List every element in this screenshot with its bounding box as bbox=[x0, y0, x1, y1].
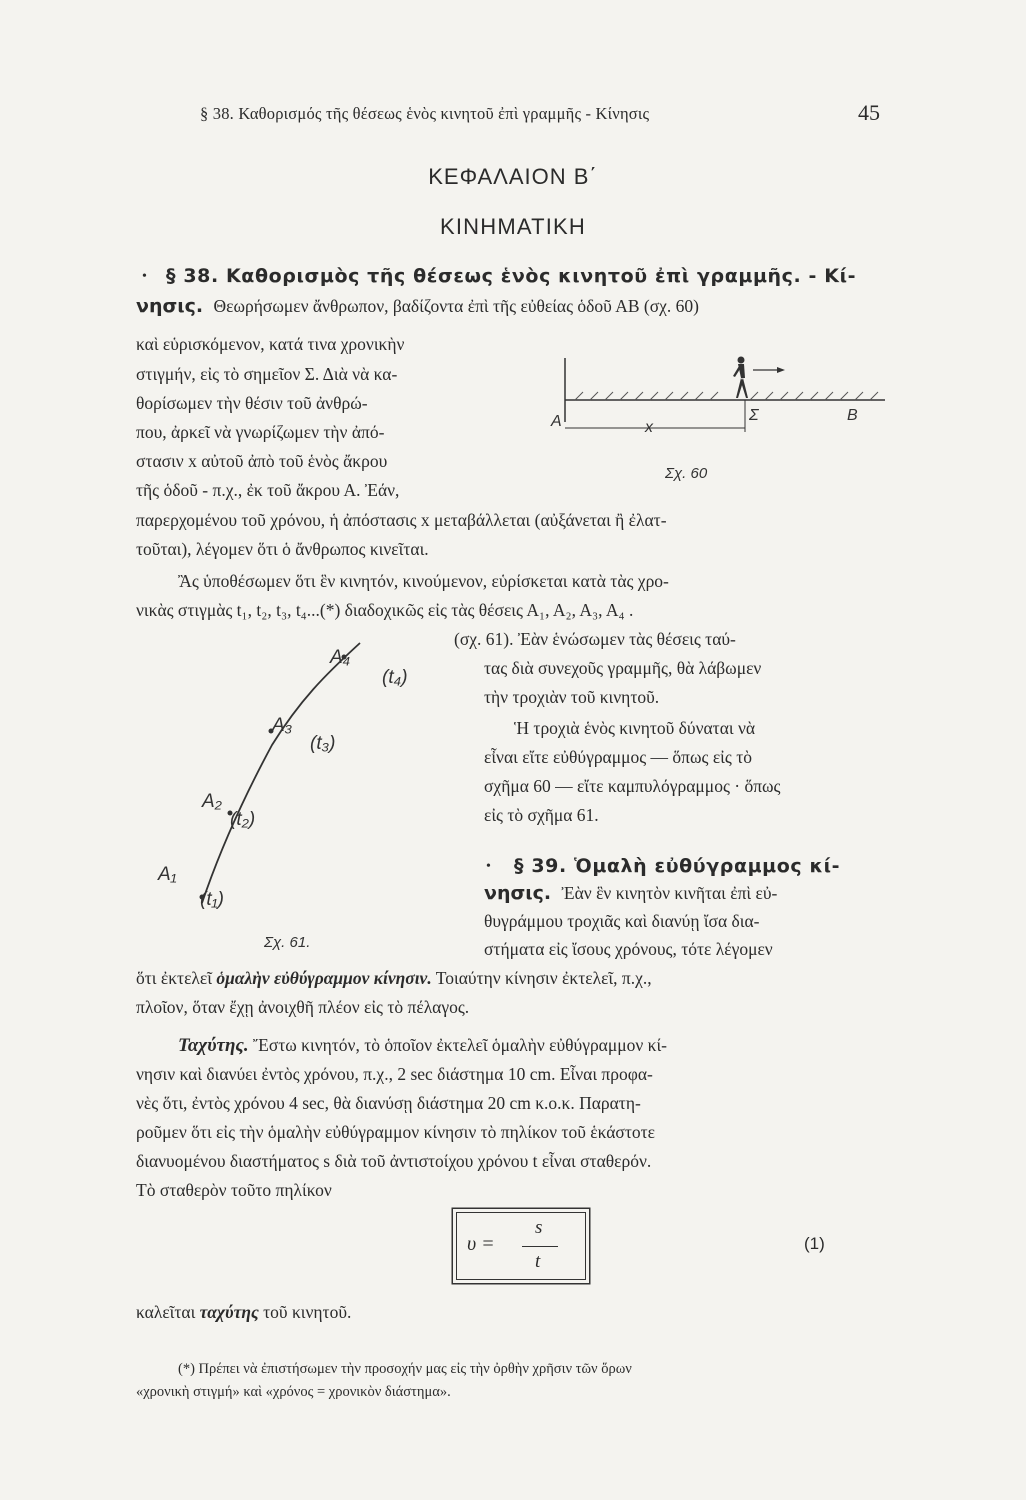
text-line: καλεῖται ταχύτης τοῦ κινητοῦ. bbox=[136, 1302, 352, 1322]
chapter-title: ΚΕΦΑΛΑΙΟΝ Β΄ bbox=[428, 164, 598, 189]
term-speed: ταχύτης bbox=[199, 1302, 259, 1322]
figure-61 bbox=[150, 635, 460, 955]
footnote-line-1: (*) Πρέπει νὰ ἐπιστήσωμεν τὴν προσοχήν μας εἰς τὴν ὀρθὴν χρῆσιν τῶν ὅρων bbox=[178, 1361, 632, 1377]
page-number: 45 bbox=[858, 100, 880, 125]
label-A: A bbox=[551, 413, 562, 430]
label-t2: (t₂) bbox=[230, 809, 256, 830]
road-hatching bbox=[575, 392, 878, 400]
equation-number: (1) bbox=[804, 1234, 825, 1253]
text-line: θορίσωμεν τὴν θέσιν τοῦ ἀνθρώ- bbox=[136, 393, 368, 413]
label-A1: A₁ bbox=[158, 864, 177, 885]
label-t1: (t₁) bbox=[200, 889, 224, 910]
text-line: (σχ. 61). Ἐὰν ἑνώσωμεν τὰς θέσεις ταύ- bbox=[454, 629, 736, 649]
term-uniform-motion: ὁμαλὴν εὐθύγραμμον κίνησιν. bbox=[216, 968, 432, 988]
text-line: τοῦται), λέγομεν ὅτι ὁ ἄνθρωπος κινεῖται. bbox=[136, 539, 429, 559]
label-A3: A₃ bbox=[272, 715, 293, 736]
trajectory-curve bbox=[202, 643, 360, 903]
section-38-heading-line2: νησις. Θεωρήσωμεν ἄνθρωπον, βαδίζοντα ἐπὶ τῆς εὐθείας ὁδοῦ ΑΒ (σχ. 60) bbox=[136, 295, 700, 317]
label-B: B bbox=[847, 407, 858, 424]
section-39-heading-line2: νησις. Ἐὰν ἓν κινητὸν κινῆται ἐπὶ εὐ- bbox=[484, 882, 778, 904]
label-A4: A₄ bbox=[330, 647, 351, 668]
subject-title: ΚΙΝΗΜΑΤΙΚΗ bbox=[439, 214, 587, 239]
arrow-head-icon bbox=[777, 367, 785, 373]
label-x: x bbox=[645, 419, 653, 436]
text-line: θυγράμμου τροχιᾶς καὶ διανύῃ ἴσα δια- bbox=[484, 911, 760, 931]
text-line: τας διὰ συνεχοῦς γραμμῆς, θὰ λάβωμεν bbox=[484, 658, 762, 678]
text-line: σχῆμα 60 — εἴτε καμπυλόγραμμος · ὅπως bbox=[484, 776, 781, 796]
text-line: τῆς ὁδοῦ - π.χ., ἐκ τοῦ ἄκρου Α. Ἐάν, bbox=[136, 480, 400, 500]
figure-60-caption: Σχ. 60 bbox=[665, 465, 708, 482]
running-title: § 38. Καθορισμός τῆς θέσεως ἑνὸς κινητοῦ ἐπὶ γραμμῆς - Κίνησις bbox=[200, 104, 650, 123]
figure-61-caption: Σχ. 61. bbox=[264, 934, 311, 951]
term-speed-heading: Ταχύτης. bbox=[178, 1035, 249, 1056]
formula-denominator: t bbox=[535, 1251, 541, 1272]
text-line: Ταχύτης. Ἔστω κινητόν, τὸ ὁποῖον ἐκτελεῖ ὁμαλὴν εὐθύγραμμον κί- bbox=[178, 1035, 668, 1056]
label-t4: (t₄) bbox=[382, 667, 408, 688]
formula-lhs: υ = bbox=[467, 1233, 495, 1255]
section-39-heading: § 39. Ὁμαλὴ εὐθύγραμμος κί- bbox=[514, 855, 841, 877]
text-line: νικὰς στιγμὰς t₁, t₂, t₃, t₄...(*) διαδοχικῶς εἰς τὰς θέσεις Α₁, Α₂, Α₃, Α₄ . bbox=[136, 600, 634, 620]
text-line: πλοῖον, ὅταν ἔχῃ ἀνοιχθῆ πλέον εἰς τὸ πέλαγος. bbox=[136, 997, 470, 1017]
text-line: νησιν καὶ διανύει ἐντὸς χρόνου, π.χ., 2 sec διάστημα 10 cm. Εἶναι προφα- bbox=[136, 1064, 653, 1084]
text-line: Ἂς ὑποθέσωμεν ὅτι ἓν κινητόν, κινούμενον, εὑρίσκεται κατὰ τὰς χρο- bbox=[178, 571, 669, 591]
section-38-heading: § 38. Καθορισμὸς τῆς θέσεως ἑνὸς κινητοῦ ἐπὶ γραμμῆς. - Κί- bbox=[166, 265, 857, 287]
text-line: ροῦμεν ὅτι εἰς τὴν ὁμαλὴν εὐθύγραμμον κίνησιν τὸ πηλίκον τοῦ ἑκάστοτε bbox=[136, 1122, 656, 1142]
label-A2: A₂ bbox=[202, 791, 222, 812]
section-38-bullet: • bbox=[142, 269, 147, 284]
text-line: παρερχομένου τοῦ χρόνου, ἡ ἀπόστασις x μεταβάλλεται (αὐξάνεται ἢ ἐλατ- bbox=[136, 510, 667, 530]
text-line: που, ἀρκεῖ νὰ γνωρίζωμεν τὴν ἀπό- bbox=[136, 422, 385, 442]
text-line: τὴν τροχιὰν τοῦ κινητοῦ. bbox=[484, 687, 660, 707]
formula-numerator: s bbox=[535, 1217, 543, 1238]
section-39-bullet: • bbox=[486, 859, 491, 874]
text-line: εἶναι εἴτε εὐθύγραμμος — ὅπως εἰς τὸ bbox=[484, 747, 752, 767]
fraction-bar bbox=[522, 1246, 558, 1247]
walking-person-icon bbox=[733, 357, 748, 399]
figure-60 bbox=[545, 340, 905, 510]
text-line: Τὸ σταθερὸν τοῦτο πηλίκον bbox=[136, 1180, 332, 1200]
text-line: στασιν x αὐτοῦ ἀπὸ τοῦ ἑνὸς ἄκρου bbox=[136, 451, 388, 471]
text-line: εἰς τὸ σχῆμα 61. bbox=[484, 805, 599, 825]
text-line: νὲς ὅτι, ἐντὸς χρόνου 4 sec, θὰ διανύσῃ διάστημα 20 cm κ.ο.κ. Παρατη- bbox=[136, 1093, 641, 1113]
text-line: διανυομένου διαστήματος s διὰ τοῦ ἀντιστοίχου χρόνου t εἶναι σταθερόν. bbox=[136, 1151, 652, 1171]
text-line: ὅτι ἐκτελεῖ ὁμαλὴν εὐθύγραμμον κίνησιν. Τοιαύτην κίνησιν ἐκτελεῖ, π.χ., bbox=[136, 968, 652, 988]
label-t3: (t₃) bbox=[310, 733, 336, 754]
velocity-formula bbox=[456, 1212, 586, 1280]
text-line: στιγμήν, εἰς τὸ σημεῖον Σ. Διὰ νὰ κα- bbox=[136, 364, 398, 384]
text-line: Ἡ τροχιὰ ἑνὸς κινητοῦ δύναται νὰ bbox=[514, 718, 756, 738]
footnote-line-2: «χρονικὴ στιγμή» καὶ «χρόνος = χρονικὸν διάστημα». bbox=[136, 1384, 451, 1400]
text-line: καὶ εὑρισκόμενον, κατά τινα χρονικὴν bbox=[136, 334, 405, 354]
label-Sigma: Σ bbox=[749, 407, 759, 424]
text-line: στήματα εἰς ἴσους χρόνους, τότε λέγομεν bbox=[484, 939, 773, 959]
